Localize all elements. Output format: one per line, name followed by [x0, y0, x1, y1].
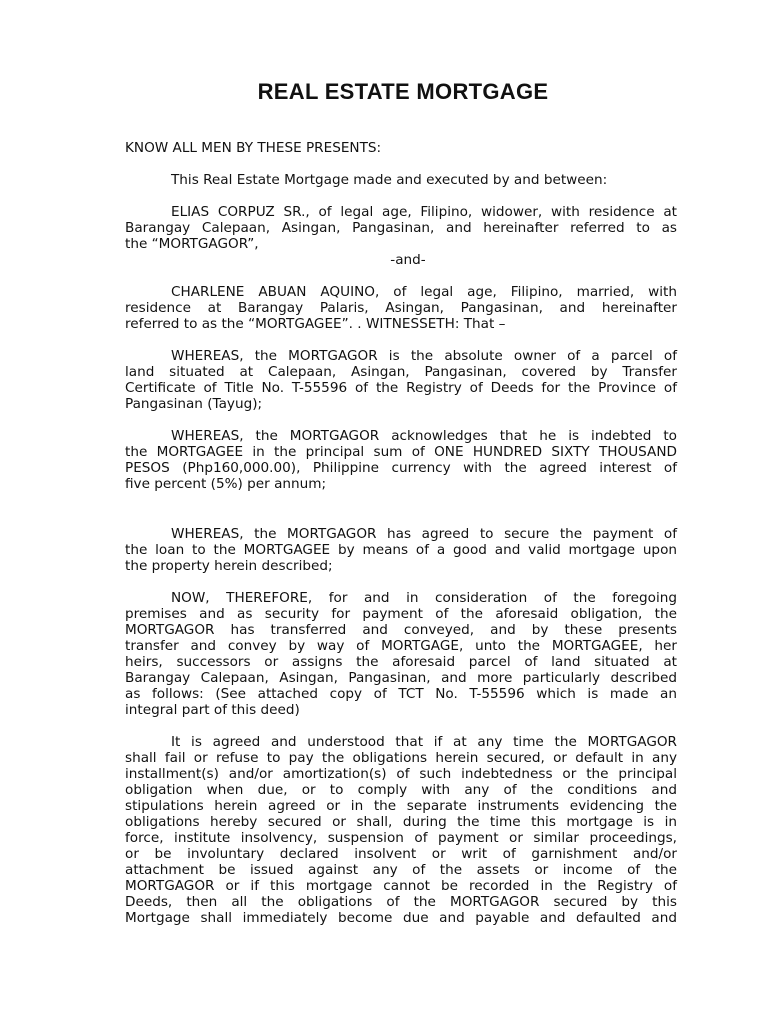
text-line: obligations hereby secured or shall, during the time this mortgage is in: [125, 814, 677, 830]
text-line: installment(s) and/or amortization(s) of such indebtedness or the principal: [125, 766, 677, 782]
intro-paragraph: [125, 172, 677, 188]
text-line: Barangay Calepaan, Asingan, Pangasinan, and hereinafter referred to as: [125, 220, 677, 236]
whereas-security-paragraph: [125, 526, 677, 574]
and-separator: [125, 252, 677, 268]
text-line: the MORTGAGEE in the principal sum of ONE HUNDRED SIXTY THOUSAND: [125, 444, 677, 460]
text-line: WHEREAS, the MORTGAGOR has agreed to secure the payment of: [171, 526, 677, 542]
text-line: Certificate of Title No. T-55596 of the Registry of Deeds for the Province of: [125, 380, 677, 396]
text-line: five percent (5%) per annum;: [125, 476, 327, 492]
text-line: KNOW ALL MEN BY THESE PRESENTS:: [125, 140, 382, 156]
text-line: WHEREAS, the MORTGAGOR is the absolute owner of a parcel of: [171, 348, 677, 364]
text-line: This Real Estate Mortgage made and executed by and between:: [171, 172, 608, 188]
and-separator-text: -and-: [390, 252, 426, 268]
text-line: Pangasinan (Tayug);: [125, 396, 263, 412]
text-line: premises and as security for payment of the aforesaid obligation, the: [125, 606, 677, 622]
text-line: residence at Barangay Palaris, Asingan, Pangasinan, and hereinafter: [125, 300, 677, 316]
text-line: the property herein described;: [125, 558, 333, 574]
text-line: PESOS (Php160,000.00), Philippine currency with the agreed interest of: [125, 460, 677, 476]
text-line: or be involuntary declared insolvent or writ of garnishment and/or: [125, 846, 677, 862]
text-line: shall fail or refuse to pay the obligations herein secured, or default in any: [125, 750, 677, 766]
document-title: REAL ESTATE MORTGAGE: [257, 79, 549, 104]
text-line: Mortgage shall immediately become due and payable and defaulted and: [125, 910, 677, 926]
text-line: attachment be issued against any of the assets or income of the: [125, 862, 677, 878]
text-line: Deeds, then all the obligations of the MORTGAGOR secured by this: [125, 894, 677, 910]
text-line: land situated at Calepaan, Asingan, Pangasinan, covered by Transfer: [125, 364, 677, 380]
text-line: force, institute insolvency, suspension of payment or similar proceedings,: [125, 830, 677, 846]
whereas-owner-paragraph: [125, 348, 677, 412]
text-line: referred to as the “MORTGAGEE”. . WITNESSETH: That –: [125, 316, 506, 332]
whereas-indebted-paragraph: [125, 428, 677, 492]
mortgagor-party-paragraph: [125, 204, 677, 252]
text-line: Barangay Calepaan, Asingan, Pangasinan, and more particularly described: [125, 670, 677, 686]
text-line: as follows: (See attached copy of TCT No. T-55596 which is made an: [125, 686, 677, 702]
text-line: the “MORTGAGOR”,: [125, 236, 259, 252]
text-line: stipulations herein agreed or in the separate instruments evidencing the: [125, 798, 677, 814]
salutation-paragraph: [125, 140, 677, 156]
text-line: WHEREAS, the MORTGAGOR acknowledges that he is indebted to: [171, 428, 677, 444]
text-line: It is agreed and understood that if at any time the MORTGAGOR: [171, 734, 677, 750]
text-line: obligation when due, or to comply with any of the conditions and: [125, 782, 677, 798]
text-line: NOW, THEREFORE, for and in consideration of the foregoing: [171, 590, 677, 606]
text-line: MORTGAGOR or if this mortgage cannot be recorded in the Registry of: [125, 878, 677, 894]
text-line: the loan to the MORTGAGEE by means of a good and valid mortgage upon: [125, 542, 677, 558]
text-line: MORTGAGOR has transferred and conveyed, and by these presents: [125, 622, 677, 638]
text-line: transfer and convey by way of MORTGAGE, unto the MORTGAGEE, her: [125, 638, 677, 654]
text-line: integral part of this deed): [125, 702, 300, 718]
mortgagee-party-paragraph: [125, 284, 677, 332]
text-line: heirs, successors or assigns the aforesaid parcel of land situated at: [125, 654, 677, 670]
default-clause-paragraph: [125, 734, 677, 926]
text-line: CHARLENE ABUAN AQUINO, of legal age, Filipino, married, with: [171, 284, 677, 300]
now-therefore-paragraph: [125, 590, 677, 718]
text-line: ELIAS CORPUZ SR., of legal age, Filipino, widower, with residence at: [171, 204, 677, 220]
